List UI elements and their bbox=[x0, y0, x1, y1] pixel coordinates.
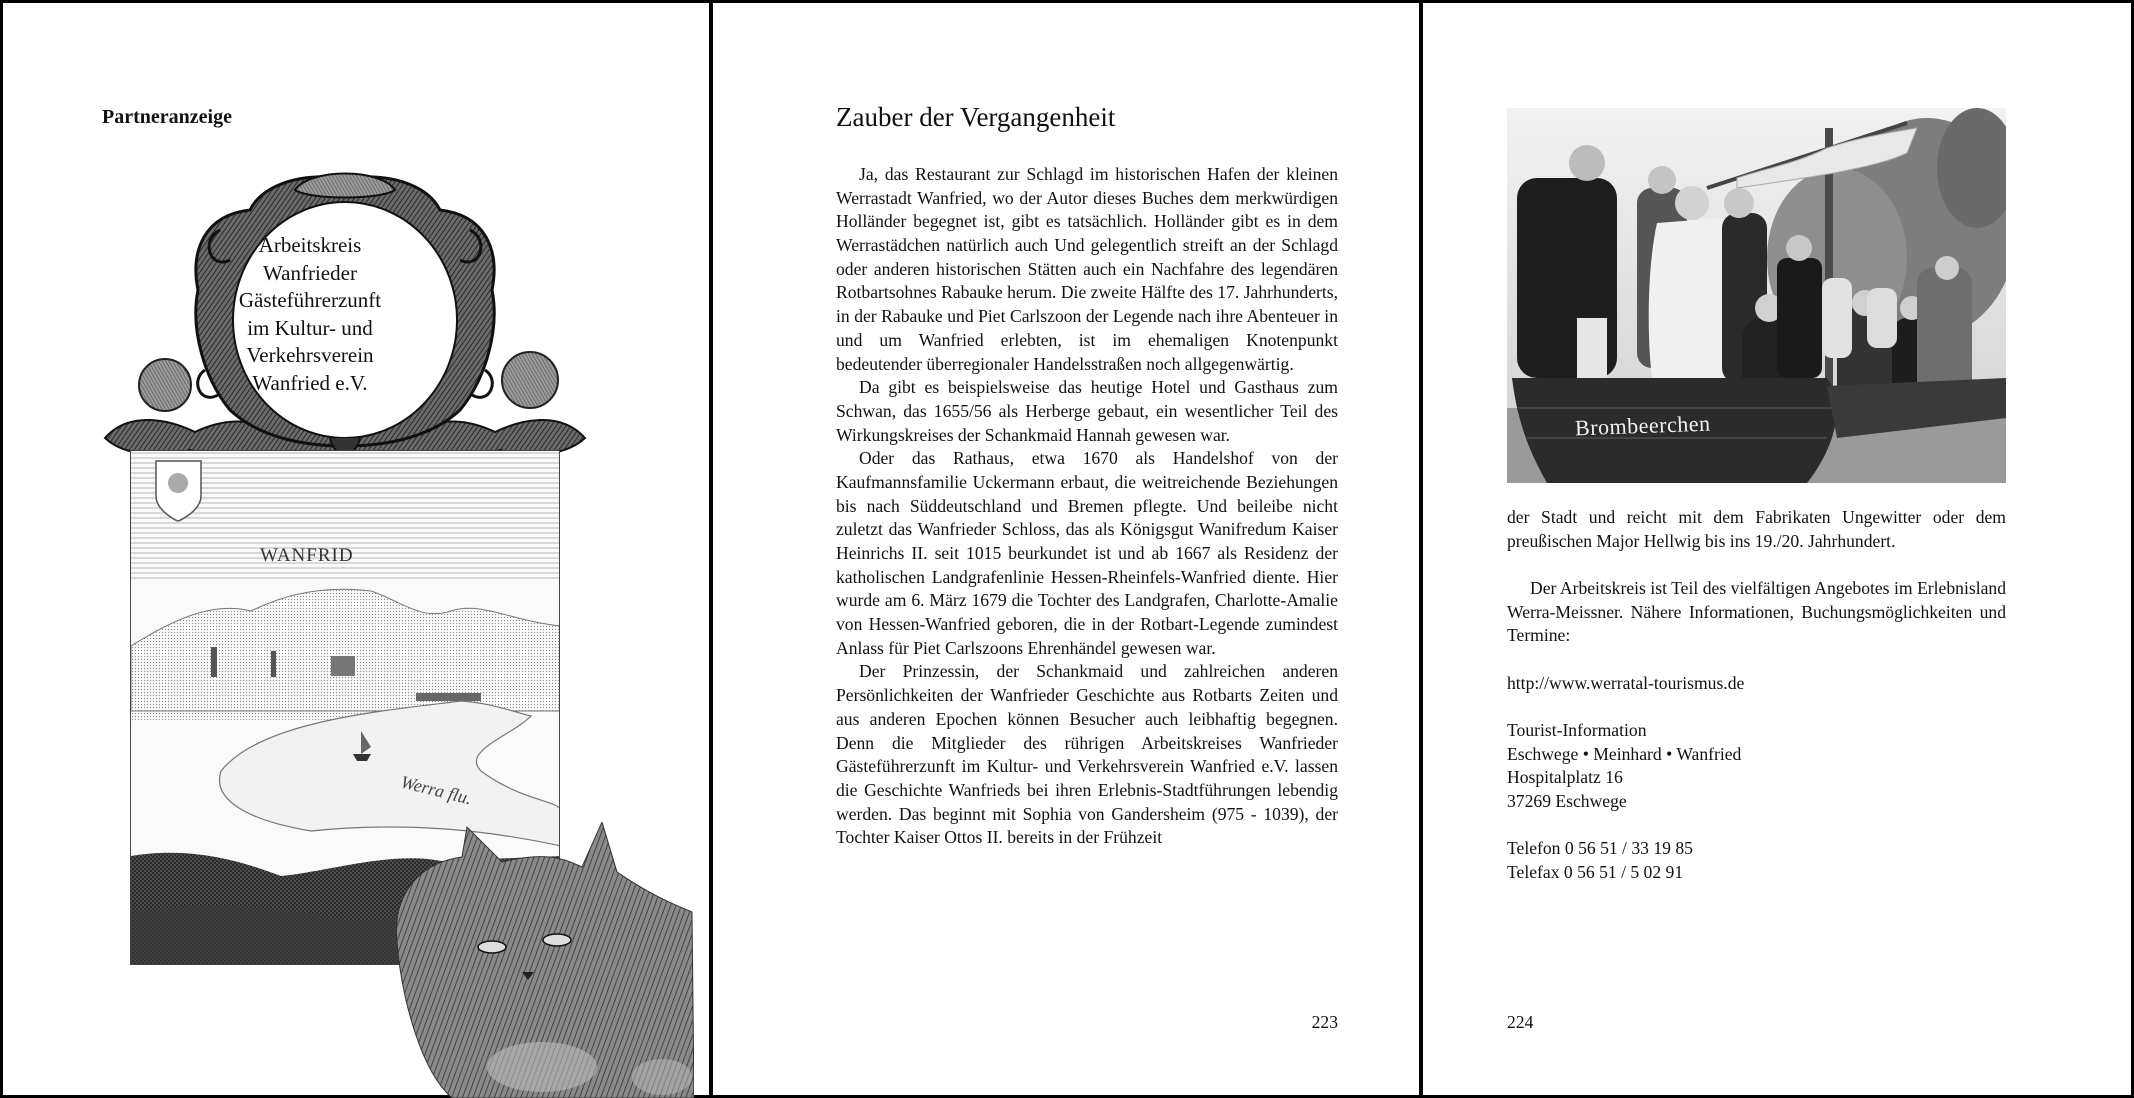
tourism-website-link[interactable]: http://www.werratal-tourismus.de bbox=[1507, 673, 1745, 693]
address-line: Tourist-Information bbox=[1507, 720, 1647, 740]
fax-number: Telefax 0 56 51 / 5 02 91 bbox=[1507, 861, 1684, 882]
phone-number: Telefon 0 56 51 / 33 19 85 bbox=[1507, 838, 1693, 858]
page-divider bbox=[1419, 0, 1423, 1098]
cartouche-line: Gästeführerzunft bbox=[238, 288, 382, 312]
paragraph: Da gibt es beispielsweise das heutige Hotel und Gasthaus zum Schwan, das 1655/56 als Herberge gebaut, ein wesentlicher Teil des Wirkungskreises der Schankmaid Hannah gewesen war. bbox=[836, 377, 1338, 445]
cartouche-text bbox=[180, 232, 440, 397]
paragraph: Der Prinzessin, der Schankmaid und zahlreichen anderen Persönlichkeiten der Wanfrieder Geschichte aus Rotbarts Zeiten und aus anderen Epochen können Besucher auch leibhaftig begegnen. Denn die Mitglieder des rührigen Arbeitskreises Wanfrieder Gästeführerzunft im Kultur- und Verkehrsverein Wanfried e.V. lassen die Geschichte Wanfrieds bei ihren Erlebnis-Stadtführungen lebendig werden. Das beginnt mit Sophia von Gandersheim (975 - 1039), der Tochter Kaiser Ottos II. bereits in der Frühzeit bbox=[836, 661, 1338, 848]
contact-address bbox=[1507, 719, 2006, 814]
info-text bbox=[1507, 577, 2006, 648]
paragraph: der Stadt und reicht mit dem Fabrikaten Ungewitter oder dem preußischen Major Hellwig bis ins 19./20. Jahrhundert. bbox=[1507, 507, 2006, 551]
cartouche-line: im Kultur- und bbox=[247, 315, 373, 340]
cartouche-line: Arbeitskreis bbox=[258, 233, 362, 257]
cartouche-line: Wanfrieder bbox=[263, 260, 357, 285]
page-number: 223 bbox=[1311, 1012, 1338, 1032]
address-line: Hospitalplatz 16 bbox=[1507, 767, 1623, 788]
boat-name-label: Brombeerchen bbox=[1574, 410, 1711, 441]
address-line: 37269 Eschwege bbox=[1507, 791, 1627, 812]
engraving-title: WANFRID bbox=[260, 545, 354, 566]
page-divider bbox=[709, 0, 713, 1098]
cartouche-line: Verkehrsverein bbox=[246, 343, 374, 367]
cartouche-line: Wanfried e.V. bbox=[252, 370, 368, 395]
paragraph: Ja, das Restaurant zur Schlagd im historischen Hafen der kleinen Werrastadt Wanfried, wo der Autor dieses Buches dem merkwürdigen Holländer begegnet ist, gibt es tatsächlich. Holländer gibt es in dem Werrastädchen natürlich auch Und gelegentlich streift an der Schlagd oder anderen historischen Stätten auch ein Nachfahre des legendären Rotbartsohnes Rabauke herum. Die zweite Hälfte des 17. Jahrhunderts, in der Rabauke und Piet Carlszoon der Legende nach ihre Abenteuer in und um Wanfried erlebten, ist im ehemaligen Knotenpunkt bedeutender überregionaler Handelsstraßen noch allgegenwärtig. bbox=[836, 164, 1338, 374]
engraving-river-label: Werra flu. bbox=[398, 771, 474, 809]
partner-heading: Partneranzeige bbox=[102, 106, 232, 128]
continuation-text bbox=[1507, 506, 2006, 553]
paragraph: Der Arbeitskreis ist Teil des vielfältigen Angebotes im Erlebnisland Werra-Meissner. Nähere Informationen, Buchungsmöglichkeiten und Termine: bbox=[1507, 578, 2006, 646]
chapter-body bbox=[836, 163, 1338, 850]
page-number: 224 bbox=[1507, 1012, 1534, 1032]
cat-illustration bbox=[392, 822, 694, 1098]
chapter-title: Zauber der Vergangenheit bbox=[836, 102, 1116, 132]
paragraph: Oder das Rathaus, etwa 1670 als Handelshof von der Kaufmannsfamilie Uckermann erbaut, die weitreichende Beziehungen bis nach Süddeutschland und Bremen pflegte. Und beileibe nicht zuletzt das Wanfrieder Schloss, das als Königsgut Wanifredum Kaiser Heinrichs II. seit 1015 beurkundet ist und ab 1667 als Residenz der katholischen Landgrafenlinie Hessen-Rheinfels-Wanfried diente. Hier wurde am 6. März 1679 die Tochter des Landgrafen, Charlotte-Amalie von Hessen-Wanfried geboren, die in der Rotbart-Legende zumindest Anlass für Piet Carlszoons Ehrenhändel gewesen war. bbox=[836, 448, 1338, 658]
contact-phone-block bbox=[1507, 837, 2006, 884]
address-line: Eschwege • Meinhard • Wanfried bbox=[1507, 743, 1742, 764]
